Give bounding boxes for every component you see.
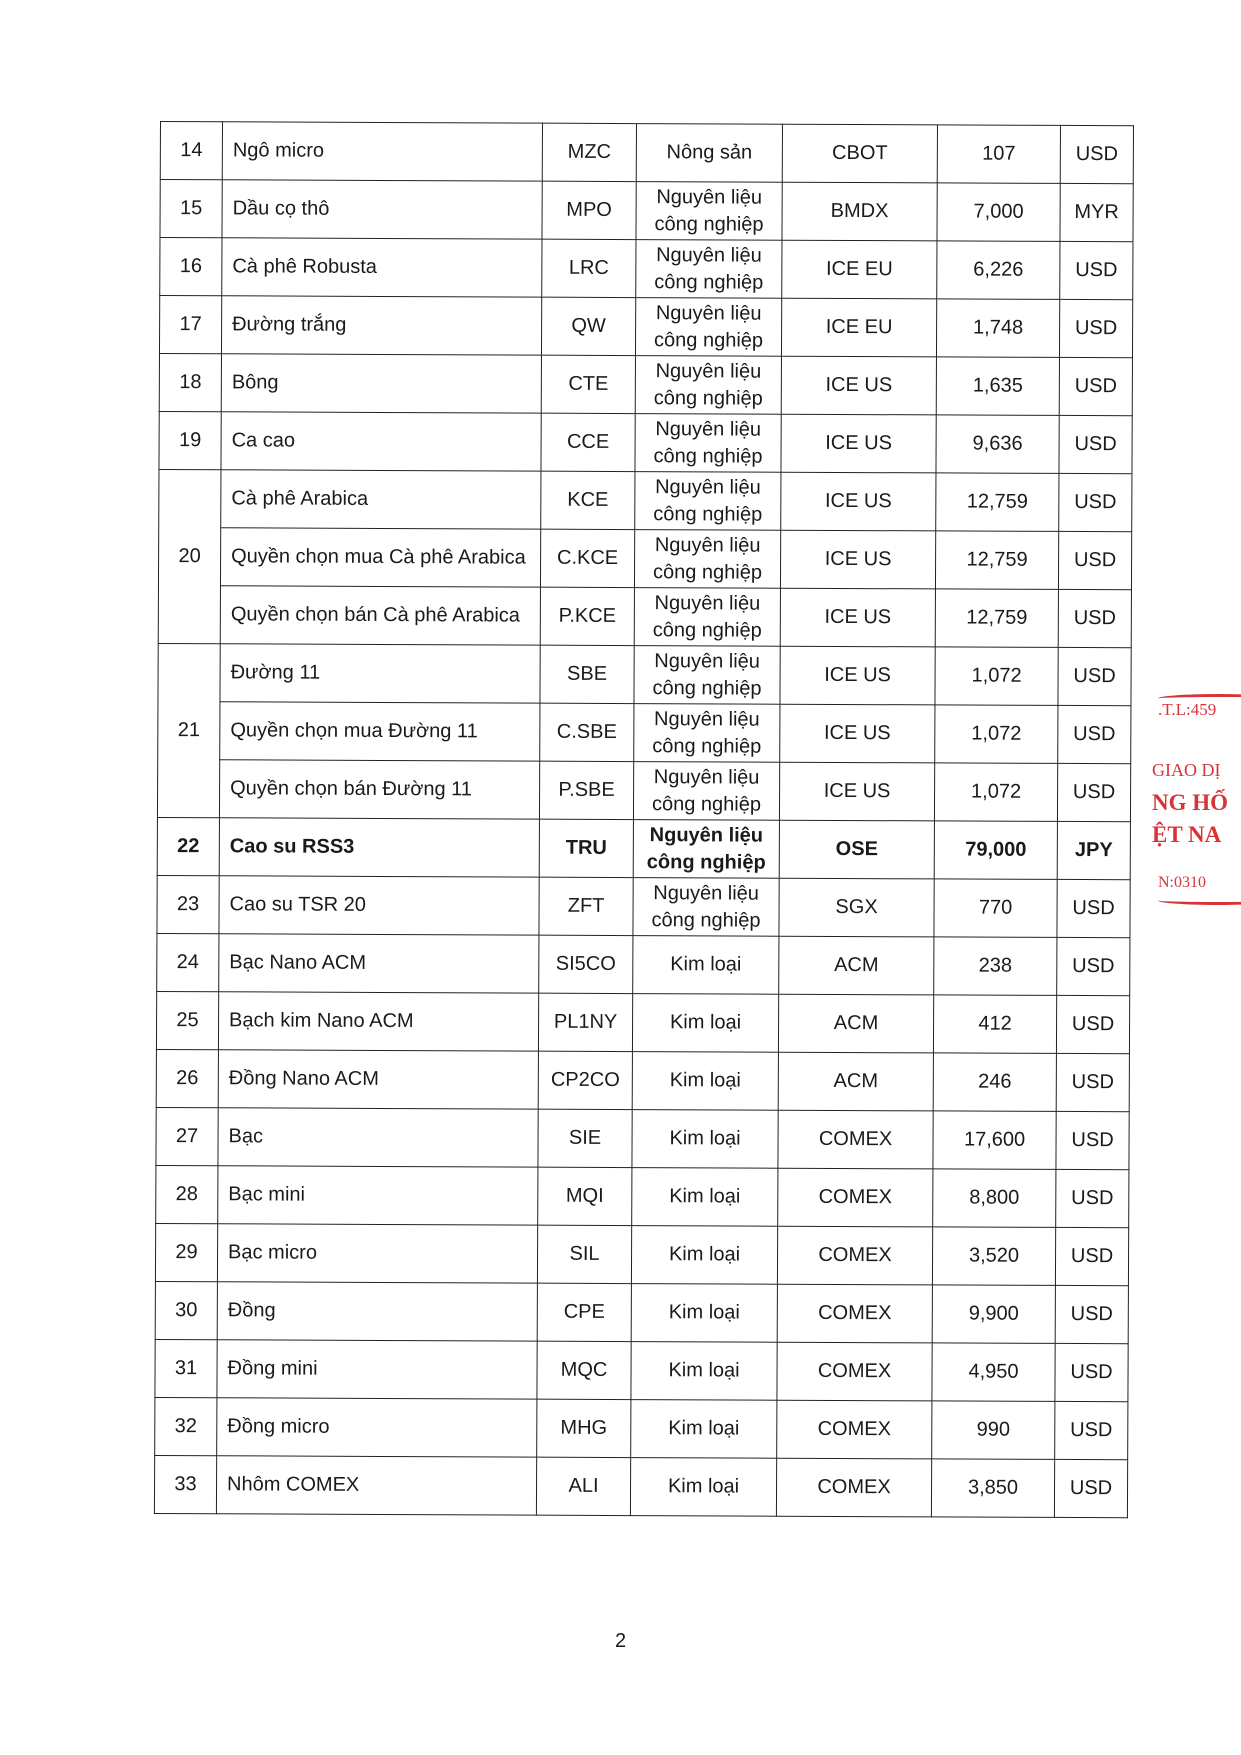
product-name: Nhôm COMEX bbox=[216, 1456, 536, 1515]
product-group: Nguyên liệu công nghiệp bbox=[635, 472, 781, 531]
currency: USD bbox=[1057, 937, 1130, 995]
currency: USD bbox=[1060, 241, 1133, 299]
exchange: COMEX bbox=[776, 1458, 931, 1517]
product-group: Kim loại bbox=[631, 1284, 777, 1343]
product-name: Bông bbox=[221, 354, 541, 413]
currency: USD bbox=[1058, 531, 1131, 589]
exchange: COMEX bbox=[777, 1400, 932, 1459]
table-row bbox=[158, 527, 1131, 589]
margin-value: 12,759 bbox=[935, 589, 1058, 648]
product-code: QW bbox=[541, 297, 635, 355]
row-number: 21 bbox=[157, 643, 220, 817]
currency: USD bbox=[1056, 995, 1129, 1053]
margin-value: 3,850 bbox=[931, 1459, 1054, 1518]
row-number: 28 bbox=[156, 1165, 218, 1223]
table-row bbox=[157, 933, 1130, 995]
row-number: 32 bbox=[155, 1397, 217, 1455]
product-group: Nguyên liệu công nghiệp bbox=[636, 182, 782, 241]
table-row bbox=[158, 701, 1131, 763]
table-row bbox=[155, 1339, 1128, 1401]
product-name: Quyền chọn bán Đường 11 bbox=[219, 760, 539, 819]
product-name: Bạc Nano ACM bbox=[219, 934, 539, 993]
product-code: MQC bbox=[537, 1341, 631, 1399]
product-name: Quyền chọn mua Cà phê Arabica bbox=[220, 528, 540, 587]
exchange: ICE US bbox=[780, 588, 935, 647]
product-code: MPO bbox=[542, 181, 636, 239]
row-number: 16 bbox=[160, 238, 222, 296]
margin-value: 1,072 bbox=[935, 647, 1058, 706]
margin-value: 107 bbox=[937, 125, 1060, 184]
table-row bbox=[157, 759, 1130, 821]
product-group: Nguyên liệu công nghiệp bbox=[635, 414, 781, 473]
table-row bbox=[156, 1049, 1129, 1111]
table-row bbox=[157, 875, 1130, 937]
stamp-text-line: NG HỐ bbox=[1152, 790, 1229, 815]
product-code: MZC bbox=[542, 123, 636, 181]
product-group: Nguyên liệu công nghiệp bbox=[635, 298, 781, 357]
exchange: OSE bbox=[779, 820, 934, 879]
margin-value: 1,072 bbox=[935, 705, 1058, 764]
product-name: Ngô micro bbox=[222, 122, 542, 181]
row-number: 14 bbox=[160, 122, 222, 180]
product-group: Nguyên liệu công nghiệp bbox=[634, 704, 780, 763]
exchange: ICE US bbox=[781, 356, 936, 415]
margin-value: 1,072 bbox=[934, 763, 1057, 822]
margin-value: 12,759 bbox=[936, 473, 1059, 532]
currency: USD bbox=[1057, 879, 1130, 937]
row-number: 17 bbox=[159, 296, 221, 354]
margin-value: 8,800 bbox=[933, 1169, 1056, 1228]
currency: USD bbox=[1055, 1227, 1128, 1285]
margin-value: 7,000 bbox=[937, 183, 1060, 242]
margin-value: 4,950 bbox=[932, 1343, 1055, 1402]
product-name: Quyền chọn bán Cà phê Arabica bbox=[220, 586, 540, 645]
currency: USD bbox=[1058, 647, 1131, 705]
table-row bbox=[158, 643, 1131, 705]
product-name: Cao su TSR 20 bbox=[219, 876, 539, 935]
product-name: Bạc mini bbox=[218, 1166, 538, 1225]
row-number: 26 bbox=[156, 1049, 218, 1107]
product-group: Nguyên liệu công nghiệp bbox=[633, 878, 779, 937]
table-row bbox=[160, 180, 1133, 242]
product-code: LRC bbox=[542, 239, 636, 297]
exchange: ACM bbox=[778, 994, 933, 1053]
product-group: Kim loại bbox=[632, 1168, 778, 1227]
currency: USD bbox=[1054, 1459, 1127, 1517]
margin-value: 238 bbox=[934, 937, 1057, 996]
exchange: ACM bbox=[779, 936, 934, 995]
exchange: ICE US bbox=[779, 762, 934, 821]
stamp-text-line: N:0310 bbox=[1158, 874, 1206, 891]
row-number: 33 bbox=[154, 1455, 216, 1513]
row-number: 24 bbox=[157, 933, 219, 991]
row-number: 22 bbox=[157, 817, 219, 875]
row-number: 29 bbox=[155, 1223, 217, 1281]
product-name: Đường 11 bbox=[220, 644, 540, 703]
exchange: SGX bbox=[779, 878, 934, 937]
table-row bbox=[159, 411, 1132, 473]
exchange: ICE EU bbox=[782, 240, 937, 299]
product-name: Bạc bbox=[218, 1108, 538, 1167]
product-code: CCE bbox=[541, 413, 635, 471]
currency: USD bbox=[1057, 763, 1130, 821]
product-name: Bạc micro bbox=[217, 1224, 537, 1283]
row-number: 27 bbox=[156, 1107, 218, 1165]
exchange: COMEX bbox=[778, 1168, 933, 1227]
currency: USD bbox=[1056, 1111, 1129, 1169]
currency: USD bbox=[1059, 415, 1132, 473]
margin-value: 17,600 bbox=[933, 1111, 1056, 1170]
margin-value: 6,226 bbox=[937, 241, 1060, 300]
product-name: Đồng mini bbox=[217, 1340, 537, 1399]
product-group: Kim loại bbox=[631, 1400, 777, 1459]
product-code: CPE bbox=[537, 1283, 631, 1341]
product-group: Nguyên liệu công nghiệp bbox=[636, 240, 782, 299]
margin-table bbox=[154, 121, 1134, 1518]
product-group: Kim loại bbox=[631, 1342, 777, 1401]
product-name: Cà phê Arabica bbox=[221, 470, 541, 529]
row-number: 18 bbox=[159, 353, 221, 411]
margin-value: 3,520 bbox=[932, 1227, 1055, 1286]
table-row bbox=[156, 1165, 1129, 1227]
product-group: Nguyên liệu công nghiệp bbox=[633, 762, 779, 821]
currency: USD bbox=[1055, 1343, 1128, 1401]
exchange: ICE EU bbox=[781, 298, 936, 357]
currency: USD bbox=[1056, 1053, 1129, 1111]
product-group: Nguyên liệu công nghiệp bbox=[633, 820, 779, 879]
row-number: 31 bbox=[155, 1339, 217, 1397]
product-code: CTE bbox=[541, 355, 635, 413]
product-group: Kim loại bbox=[632, 994, 778, 1053]
table-row bbox=[155, 1397, 1128, 1459]
row-number: 15 bbox=[160, 180, 222, 238]
currency: JPY bbox=[1057, 821, 1130, 879]
product-code: SIE bbox=[538, 1109, 632, 1167]
row-number: 23 bbox=[157, 875, 219, 933]
exchange: COMEX bbox=[777, 1284, 932, 1343]
product-code: P.SBE bbox=[539, 761, 633, 819]
currency: USD bbox=[1059, 473, 1132, 531]
currency: MYR bbox=[1060, 183, 1133, 241]
currency: USD bbox=[1058, 705, 1131, 763]
row-number: 30 bbox=[155, 1281, 217, 1339]
product-name: Bạch kim Nano ACM bbox=[218, 992, 538, 1051]
margin-value: 1,748 bbox=[936, 299, 1059, 358]
product-group: Nông sản bbox=[636, 124, 782, 183]
exchange: ACM bbox=[778, 1052, 933, 1111]
product-code: C.KCE bbox=[540, 529, 634, 587]
margin-value: 12,759 bbox=[935, 531, 1058, 590]
exchange: COMEX bbox=[777, 1226, 932, 1285]
row-number: 25 bbox=[156, 991, 218, 1049]
exchange: ICE US bbox=[780, 704, 935, 763]
product-group: Kim loại bbox=[630, 1458, 776, 1517]
page-number: 2 bbox=[614, 1630, 627, 1652]
product-code: C.SBE bbox=[540, 703, 634, 761]
exchange: ICE US bbox=[781, 414, 936, 473]
exchange: ICE US bbox=[780, 530, 935, 589]
product-code: SBE bbox=[540, 645, 634, 703]
margin-value: 246 bbox=[933, 1053, 1056, 1112]
product-code: MQI bbox=[538, 1167, 632, 1225]
table-body bbox=[154, 122, 1133, 1518]
table-row bbox=[154, 1455, 1127, 1517]
product-name: Đồng bbox=[217, 1282, 537, 1341]
currency: USD bbox=[1056, 1169, 1129, 1227]
product-code: P.KCE bbox=[540, 587, 634, 645]
company-stamp bbox=[1150, 690, 1241, 920]
currency: USD bbox=[1055, 1401, 1128, 1459]
margin-value: 9,900 bbox=[932, 1285, 1055, 1344]
product-group: Nguyên liệu công nghiệp bbox=[635, 356, 781, 415]
stamp-text-line: .T.L:459 bbox=[1158, 700, 1217, 719]
exchange: CBOT bbox=[782, 124, 937, 183]
product-code: CP2CO bbox=[538, 1051, 632, 1109]
table-row bbox=[156, 1107, 1129, 1169]
exchange: ICE US bbox=[781, 472, 936, 531]
exchange: COMEX bbox=[778, 1110, 933, 1169]
product-name: Đường trắng bbox=[221, 296, 541, 355]
margin-value: 1,635 bbox=[936, 357, 1059, 416]
product-name: Cao su RSS3 bbox=[219, 818, 539, 877]
product-group: Nguyên liệu công nghiệp bbox=[634, 530, 780, 589]
product-code: KCE bbox=[541, 471, 635, 529]
table-row bbox=[157, 817, 1130, 879]
margin-value: 412 bbox=[933, 995, 1056, 1054]
exchange: COMEX bbox=[777, 1342, 932, 1401]
currency: USD bbox=[1055, 1285, 1128, 1343]
product-group: Kim loại bbox=[632, 1110, 778, 1169]
table-row bbox=[156, 991, 1129, 1053]
product-code: SIL bbox=[537, 1225, 631, 1283]
table-row bbox=[159, 469, 1132, 531]
exchange: BMDX bbox=[782, 182, 937, 241]
product-code: PL1NY bbox=[538, 993, 632, 1051]
product-group: Kim loại bbox=[632, 1052, 778, 1111]
table-row bbox=[160, 238, 1133, 300]
product-name: Cà phê Robusta bbox=[222, 238, 542, 297]
product-group: Kim loại bbox=[631, 1226, 777, 1285]
margin-value: 79,000 bbox=[934, 821, 1057, 880]
product-name: Ca cao bbox=[221, 412, 541, 471]
product-name: Dầu cọ thô bbox=[222, 180, 542, 239]
product-code: ALI bbox=[536, 1457, 630, 1515]
margin-value: 770 bbox=[934, 879, 1057, 938]
stamp-text-line: ỆT NA bbox=[1152, 822, 1222, 847]
product-group: Nguyên liệu công nghiệp bbox=[634, 588, 780, 647]
product-code: ZFT bbox=[539, 877, 633, 935]
product-code: TRU bbox=[539, 819, 633, 877]
product-code: SI5CO bbox=[539, 935, 633, 993]
row-number: 20 bbox=[158, 469, 221, 643]
margin-value: 9,636 bbox=[936, 415, 1059, 474]
product-code: MHG bbox=[537, 1399, 631, 1457]
currency: USD bbox=[1058, 589, 1131, 647]
currency: USD bbox=[1060, 125, 1133, 183]
product-name: Đồng Nano ACM bbox=[218, 1050, 538, 1109]
table-row bbox=[160, 122, 1133, 184]
table-row bbox=[159, 296, 1132, 358]
stamp-text-line: GIAO DỊ bbox=[1152, 760, 1221, 780]
margin-value: 990 bbox=[932, 1401, 1055, 1460]
table-row bbox=[158, 585, 1131, 647]
product-name: Quyền chọn mua Đường 11 bbox=[220, 702, 540, 761]
table-row bbox=[155, 1281, 1128, 1343]
currency: USD bbox=[1059, 299, 1132, 357]
row-number: 19 bbox=[159, 411, 221, 469]
product-name: Đồng micro bbox=[217, 1398, 537, 1457]
product-group: Nguyên liệu công nghiệp bbox=[634, 646, 780, 705]
table-row bbox=[159, 353, 1132, 415]
exchange: ICE US bbox=[780, 646, 935, 705]
currency: USD bbox=[1059, 357, 1132, 415]
product-group: Kim loại bbox=[633, 936, 779, 995]
table-row bbox=[155, 1223, 1128, 1285]
